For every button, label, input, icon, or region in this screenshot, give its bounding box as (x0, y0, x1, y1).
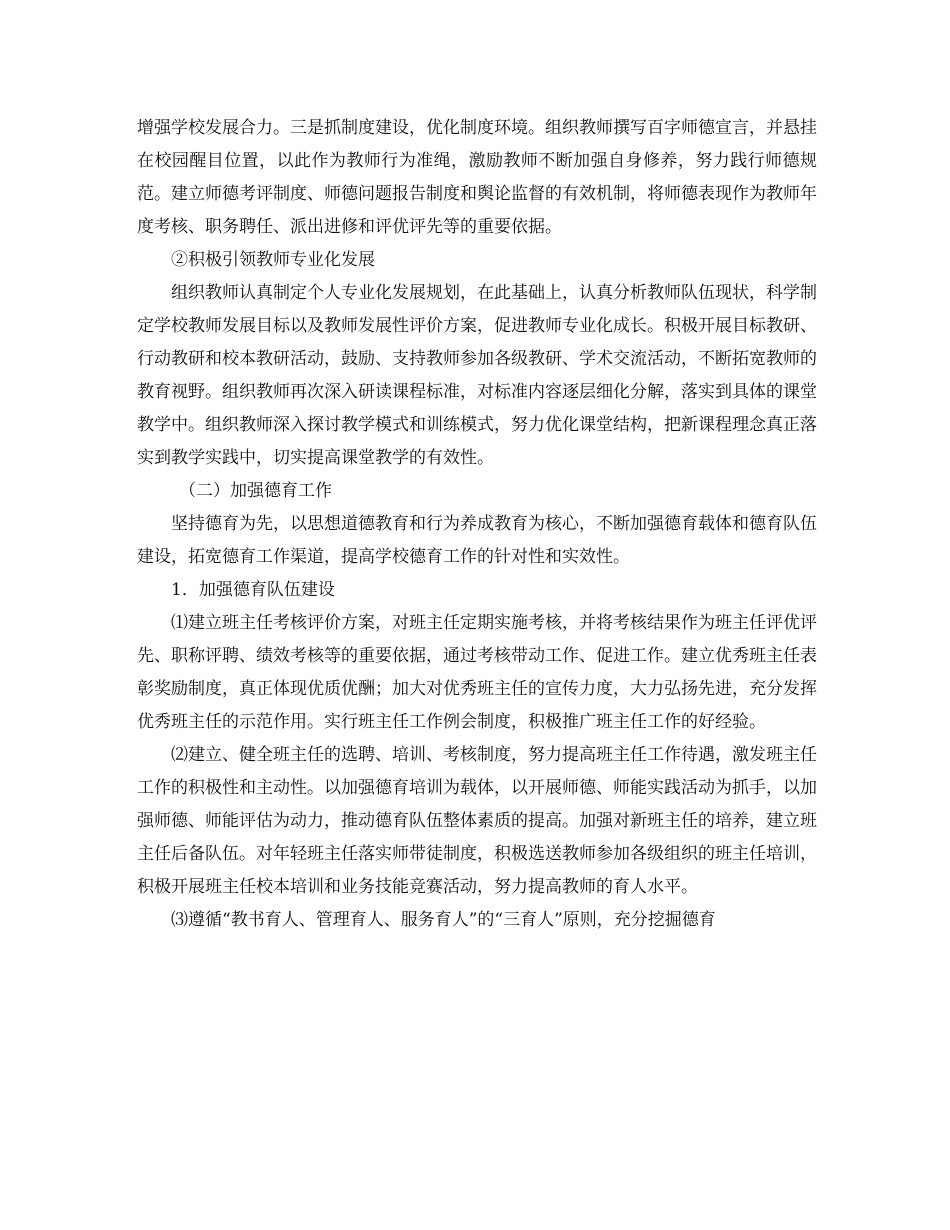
paragraph-item-1: ⑴建立班主任考核评价方案，对班主任定期实施考核，并将考核结果作为班主任评优评先、职称评聘、绩效考核等的重要依据，通过考核带动工作、促进工作。建立优秀班主任表彰奖励制度，真正体现优质优酬；加大对优秀班主任的宣传力度，大力弘扬先进，充分发挥优秀班主任的示范作用。实行班主任工作例会制度，积极推广班主任工作的好经验。 (137, 613, 817, 732)
paragraph-professional-development: 组织教师认真制定个人专业化发展规划，在此基础上，认真分析教师队伍现状，科学制定学校教师发展目标以及教师发展性评价方案，促进教师专业化成长。积极开展目标教研、行动教研和校本教研活动，鼓励、支持教师参加各级教研、学术交流活动，不断拓宽教师的教育视野。组织教师再次深入研读课程标准，对标准内容逐层细化分解，落实到具体的课堂教学中。组织教师深入探讨教学模式和训练模式，努力优化课堂结构，把新课程理念真正落实到教学实践中，切实提高课堂教学的有效性。 (137, 283, 817, 468)
section-heading-moral-education: （二）加强德育工作 (179, 481, 332, 501)
subheading-teacher-professional-development: ②积极引领教师专业化发展 (171, 250, 375, 270)
paragraph-continuation: 增强学校发展合力。三是抓制度建设，优化制度环境。组织教师撰写百字师德宣言，并悬挂在校园醒目位置，以此作为教师行为准绳，激励教师不断加强自身修养，努力践行师德规范。建立师德考评制度、师德问题报告制度和舆论监督的有效机制，将师德表现作为教师年度考核、职务聘任、派出进修和评优评先等的重要依据。 (137, 118, 817, 237)
paragraph-item-2: ⑵建立、健全班主任的选聘、培训、考核制度，努力提高班主任工作待遇，激发班主任工作的积极性和主动性。以加强德育培训为载体，以开展师德、师能实践活动为抓手，以加强师德、师能评估为动力，推动德育队伍整体素质的提高。加强对新班主任的培养，建立班主任后备队伍。对年轻班主任落实师带徒制度，积极选送教师参加各级组织的班主任培训，积极开展班主任校本培训和业务技能竞赛活动，努力提高教师的育人水平。 (137, 745, 817, 897)
document-body (137, 112, 817, 937)
paragraph-item-3: ⑶遵循“教书育人、管理育人、服务育人”的“三育人”原则，充分挖掘德育 (171, 910, 716, 930)
subheading-moral-education-team: 1．加强德育队伍建设 (171, 580, 335, 600)
paragraph-moral-education-intro: 坚持德育为先，以思想道德教育和行为养成教育为核心，不断加强德育载体和德育队伍建设，拓宽德育工作渠道，提高学校德育工作的针对性和实效性。 (137, 514, 817, 567)
